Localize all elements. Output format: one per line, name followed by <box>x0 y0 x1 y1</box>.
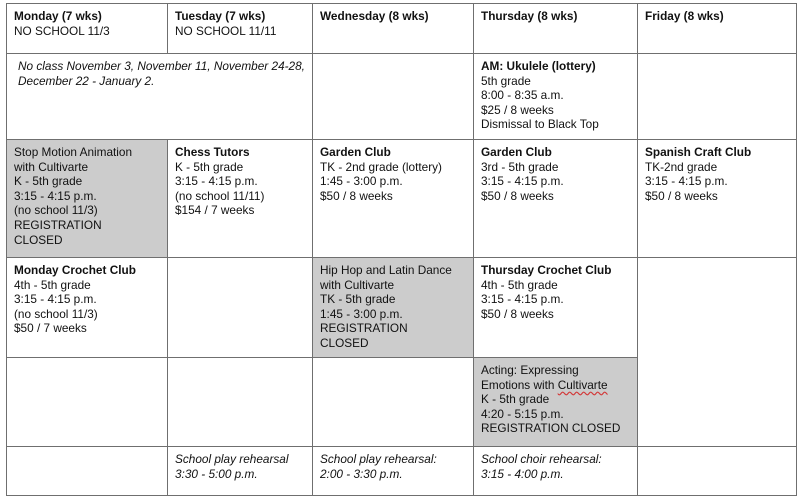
table-row <box>7 447 797 496</box>
empty-cell <box>7 358 168 447</box>
ukulele-cell: AM: Ukulele (lottery) 5th grade 8:00 - 8:35 a.m. $25 / 8 weeks Dismissal to Black Top <box>474 54 638 140</box>
table-row <box>7 54 797 140</box>
no-class-note-cell <box>7 54 313 140</box>
table-row <box>7 140 797 258</box>
hip-hop-cell: Hip Hop and Latin Dance with Cultivarte TK - 5th grade 1:45 - 3:00 p.m. REGISTRATION CLOSED <box>313 258 474 358</box>
no-class-note: No class November 3, November 11, November 24-28, December 22 - January 2. <box>18 59 305 88</box>
empty-cell <box>638 258 797 447</box>
header-wednesday: Wednesday (8 wks) <box>313 4 474 54</box>
header-thursday: Thursday (8 wks) <box>474 4 638 54</box>
header-friday: Friday (8 wks) <box>638 4 797 54</box>
monday-crochet-cell: Monday Crochet Club 4th - 5th grade 3:15 - 4:15 p.m. (no school 11/3) $50 / 7 weeks <box>7 258 168 358</box>
table-row <box>7 258 797 358</box>
empty-cell <box>7 447 168 496</box>
acting-cell: Acting: Expressing Emotions with Cultivarte K - 5th grade 4:20 - 5:15 p.m. REGISTRATION CLOSED <box>474 358 638 447</box>
school-play-tue-cell: School play rehearsal 3:30 - 5:00 p.m. <box>168 447 313 496</box>
stop-motion-cell: Stop Motion Animation with Cultivarte K - 5th grade 3:15 - 4:15 p.m. (no school 11/3) REGISTRATION CLOSED <box>7 140 168 258</box>
garden-club-wed-cell: Garden Club TK - 2nd grade (lottery) 1:45 - 3:00 p.m. $50 / 8 weeks <box>313 140 474 258</box>
empty-cell <box>168 258 313 358</box>
empty-cell <box>313 358 474 447</box>
spanish-craft-cell: Spanish Craft Club TK-2nd grade 3:15 - 4:15 p.m. $50 / 8 weeks <box>638 140 797 258</box>
spellcheck-word: Cultivarte <box>557 377 608 392</box>
garden-club-thu-cell: Garden Club 3rd - 5th grade 3:15 - 4:15 p.m. $50 / 8 weeks <box>474 140 638 258</box>
empty-cell <box>638 447 797 496</box>
choir-rehearsal-cell: School choir rehearsal: 3:15 - 4:00 p.m. <box>474 447 638 496</box>
thursday-crochet-cell: Thursday Crochet Club 4th - 5th grade 3:15 - 4:15 p.m. $50 / 8 weeks <box>474 258 638 358</box>
schedule-table <box>6 3 797 496</box>
school-play-wed-cell: School play rehearsal: 2:00 - 3:30 p.m. <box>313 447 474 496</box>
empty-cell <box>638 54 797 140</box>
empty-cell <box>168 358 313 447</box>
empty-cell <box>313 54 474 140</box>
header-monday: Monday (7 wks) NO SCHOOL 11/3 <box>7 4 168 54</box>
header-tuesday: Tuesday (7 wks) NO SCHOOL 11/11 <box>168 4 313 54</box>
chess-tutors-cell: Chess Tutors K - 5th grade 3:15 - 4:15 p.m. (no school 11/11) $154 / 7 weeks <box>168 140 313 258</box>
header-row <box>7 4 797 54</box>
